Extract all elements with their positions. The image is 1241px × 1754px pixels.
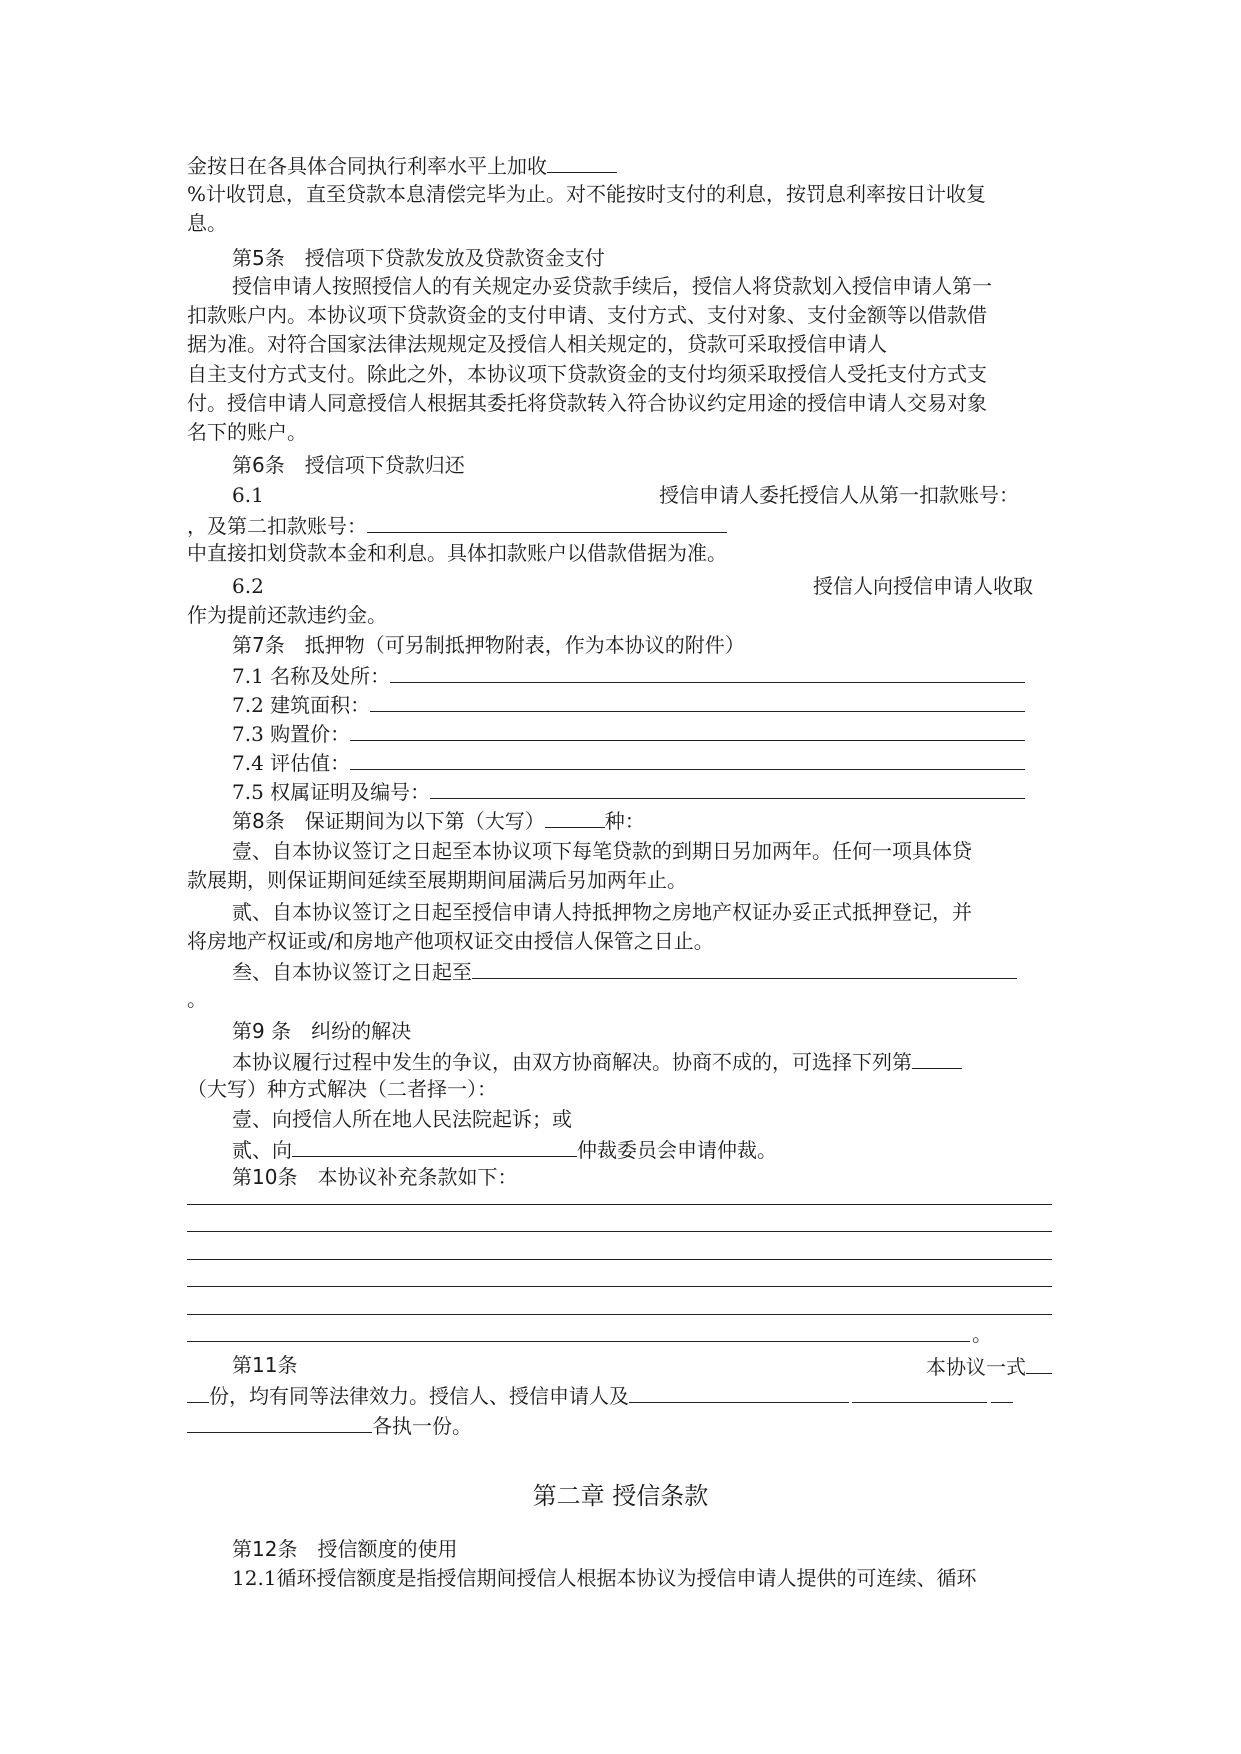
collateral-area-blank[interactable] <box>370 689 1025 712</box>
second-account-label: ，及第二扣款账号： <box>187 514 367 538</box>
article-11-parties-text: 份，均有同等法律效力。授信人、授信申请人及 <box>209 1384 629 1408</box>
clause-6-2-line-2: 作为提前还款违约金。 <box>187 603 387 627</box>
collateral-area-row <box>232 689 1025 720</box>
article-8-tail: 种： <box>604 809 645 833</box>
article-8-option-1-line-2: 款展期，则保证期间延续至展期期间届满后另加两年止。 <box>187 868 687 892</box>
other-party-blank-3[interactable] <box>991 1380 1013 1403</box>
arbitration-commission-blank[interactable] <box>292 1134 577 1157</box>
collateral-price-blank[interactable] <box>350 718 1025 741</box>
copies-count-blank-cont[interactable] <box>187 1380 209 1403</box>
collateral-title-cert-blank[interactable] <box>430 776 1025 799</box>
article-8-option-1-line-1: 壹、自本协议签订之日起至本协议项下每笔贷款的到期日另加两年。任何一项具体贷 <box>232 839 972 863</box>
article-9-option-2-text: 贰、向 <box>232 1138 292 1162</box>
penalty-text-line-3: 息。 <box>187 211 227 235</box>
second-account-blank[interactable] <box>367 510 727 533</box>
article-9-text: 本协议履行过程中发生的争议，由双方协商解决。协商不成的，可选择下列第 <box>232 1050 912 1074</box>
other-party-blank-2[interactable] <box>852 1380 987 1403</box>
chapter-2-title: 第二章 授信条款 <box>532 1482 709 1510</box>
supplementary-line-2[interactable] <box>187 1231 1052 1232</box>
article-9-option-2 <box>232 1134 777 1165</box>
article-6-heading: 第6条 授信项下贷款归还 <box>232 453 465 477</box>
article-9-heading: 第9 条 纠纷的解决 <box>232 1019 412 1043</box>
copies-text: 本协议一式 <box>926 1355 1026 1379</box>
penalty-text: 金按日在各具体合同执行利率水平上加收 <box>187 154 547 178</box>
collateral-name-row <box>232 660 1025 691</box>
supplementary-line-1[interactable] <box>187 1204 1052 1205</box>
collateral-valuation-blank[interactable] <box>350 747 1025 770</box>
supplementary-line-5[interactable] <box>187 1314 1052 1315</box>
article-10-heading: 第10条 本协议补充条款如下： <box>232 1165 518 1189</box>
article-11-tail: 各执一份。 <box>372 1414 472 1438</box>
article-9-line-2: （大写）种方式解决（二者择一）： <box>187 1077 497 1101</box>
article-5-line-2: 扣款账户内。本协议项下贷款资金的支付申请、支付方式、支付对象、支付金额等以借款借 <box>187 303 987 327</box>
other-party-blank-cont[interactable] <box>187 1410 372 1433</box>
article-5-line-6: 名下的账户。 <box>187 420 307 444</box>
guarantee-option-blank[interactable] <box>545 805 605 828</box>
collateral-price-label: 7.3 购置价： <box>232 722 351 746</box>
supplementary-end-mark: 。 <box>972 1322 992 1346</box>
article-7-note: 抵押物（可另制抵押物附表，作为本协议的附件） <box>304 633 745 657</box>
supplementary-line-4[interactable] <box>187 1286 1052 1287</box>
penalty-text-line-2: %计收罚息，直至贷款本息清偿完毕为止。对不能按时支付的利息，按罚息利率按日计收复 <box>187 182 987 206</box>
article-8-option-2-line-2: 将房地产权证或/和房地产他项权证交由授信人保管之日止。 <box>187 929 714 953</box>
article-8-option-3-line-2: 。 <box>187 987 207 1011</box>
article-9-line-1 <box>232 1046 962 1077</box>
other-party-blank[interactable] <box>629 1380 849 1403</box>
article-5-line-1: 授信申请人按照授信人的有关规定办妥贷款手续后，授信人将贷款划入授信申请人第一 <box>232 274 992 298</box>
collateral-price-row <box>232 718 1025 749</box>
article-7-title: 第7条 <box>232 633 285 657</box>
collateral-valuation-label: 7.4 评估值： <box>232 751 351 775</box>
article-8-text: 保证期间为以下第（大写） <box>304 809 545 833</box>
clause-6-1-number: 6.1 <box>232 483 264 507</box>
collateral-area-label: 7.2 建筑面积： <box>232 693 371 717</box>
article-5-heading: 第5条 授信项下贷款发放及贷款资金支付 <box>232 246 605 270</box>
article-8-option-3-line-1 <box>232 956 1017 987</box>
article-11-line-2 <box>187 1380 1013 1411</box>
article-5-line-4: 自主支付方式支付。除此之外，本协议项下贷款资金的支付均须采取授信人受托支付方式支 <box>187 362 987 386</box>
article-12-heading: 第12条 授信额度的使用 <box>232 1537 458 1561</box>
supplementary-line-6[interactable] <box>187 1341 970 1342</box>
clause-6-1-text: 授信申请人委托授信人从第一扣款账号： <box>659 483 1019 507</box>
dispute-option-blank[interactable] <box>912 1046 962 1069</box>
penalty-text-line-1 <box>187 150 617 181</box>
article-11-heading: 第11条 <box>232 1353 298 1377</box>
article-7-heading <box>232 631 745 660</box>
clause-6-1-line-3: 中直接扣划贷款本金和利息。具体扣款账户以借款借据为准。 <box>187 541 727 565</box>
article-9-option-2-tail: 仲裁委员会申请仲裁。 <box>577 1138 777 1162</box>
article-12-line-1: 12.1循环授信额度是指授信期间授信人根据本协议为授信申请人提供的可连续、循环 <box>232 1566 977 1590</box>
collateral-title-cert-row <box>232 776 1025 807</box>
article-5-line-3: 据为准。对符合国家法律法规规定及授信人相关规定的，贷款可采取授信申请人 <box>187 332 887 356</box>
collateral-name-label: 7.1 名称及处所： <box>232 664 391 688</box>
guarantee-end-date-blank[interactable] <box>472 956 1017 979</box>
article-9-option-1: 壹、向授信人所在地人民法院起诉；或 <box>232 1107 572 1131</box>
clause-6-1-line-2 <box>187 510 727 541</box>
clause-6-2-text: 授信人向授信申请人收取 <box>813 574 1033 598</box>
clause-6-2-number: 6.2 <box>232 574 264 598</box>
collateral-title-cert-label: 7.5 权属证明及编号： <box>232 780 431 804</box>
collateral-valuation-row <box>232 747 1025 778</box>
article-8-option-2-line-1: 贰、自本协议签订之日起至授信申请人持抵押物之房地产权证办妥正式抵押登记，并 <box>232 900 972 924</box>
article-8-title: 第8条 <box>232 809 285 833</box>
article-11-line-3 <box>187 1410 472 1441</box>
article-11-text <box>926 1351 1052 1382</box>
supplementary-line-3[interactable] <box>187 1259 1052 1260</box>
copies-count-blank[interactable] <box>1026 1351 1052 1374</box>
collateral-name-blank[interactable] <box>390 660 1025 683</box>
article-8-heading <box>232 805 645 836</box>
article-5-line-5: 付。授信申请人同意授信人根据其委托将贷款转入符合协议约定用途的授信申请人交易对象 <box>187 391 987 415</box>
article-8-option-3-text: 叁、自本协议签订之日起至 <box>232 960 472 984</box>
penalty-rate-blank[interactable] <box>547 150 617 173</box>
